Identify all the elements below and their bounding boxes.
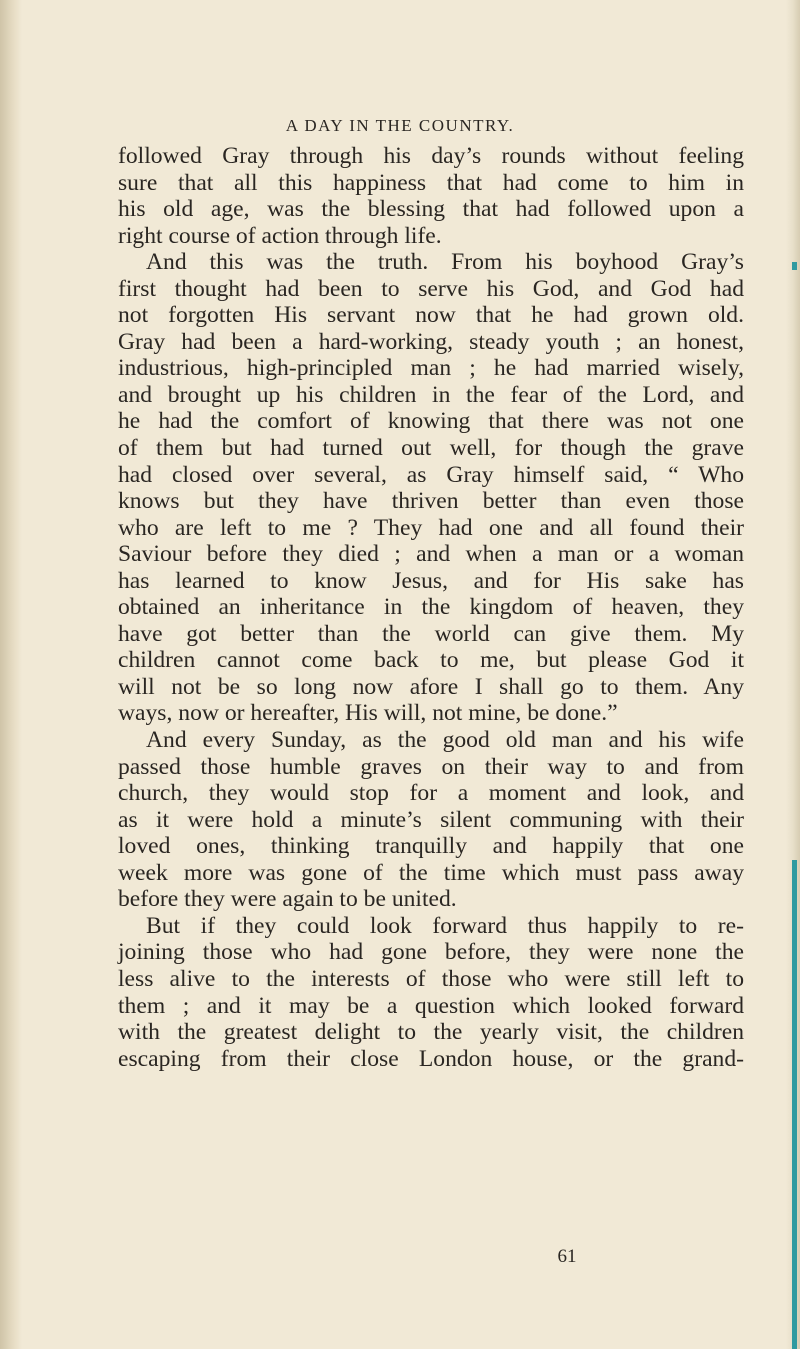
page-edge-marker <box>792 262 797 270</box>
text-line: have got better than the world can give them. My <box>118 620 744 647</box>
text-line: passed those humble graves on their way to and from <box>118 753 744 780</box>
text-line: And this was the truth. From his boyhood Gray’s <box>146 249 744 276</box>
text-line: not forgotten His servant now that he had grown old. <box>118 302 744 329</box>
text-line: Saviour before they died ; and when a man or a woman <box>118 541 744 568</box>
text-line: joining those who had gone before, they were none the <box>118 939 744 966</box>
text-line: of them but had turned out well, for though the grave <box>118 435 744 462</box>
text-line: and brought up his children in the fear of the Lord, and <box>118 381 744 408</box>
text-line: loved ones, thinking tranquilly and happily that one <box>118 833 744 860</box>
text-line: children cannot come back to me, but please God it <box>118 647 744 674</box>
text-line: first thought had been to serve his God, and God had <box>118 275 744 302</box>
text-line: But if they could look forward thus happily to re- <box>146 912 744 939</box>
text-line: knows but they have thriven better than even those <box>118 488 744 515</box>
text-line: followed Gray through his day’s rounds without feeling <box>118 143 744 169</box>
text-line: them ; and it may be a question which looked forward <box>118 992 744 1019</box>
text-line: sure that all this happiness that had come to him in <box>118 169 744 196</box>
text-line: less alive to the interests of those who were still left to <box>118 965 744 992</box>
text-line: ways, now or hereafter, His will, not mine, be done.” <box>118 700 618 727</box>
text-line: Gray had been a hard-working, steady youth ; an honest, <box>118 328 744 355</box>
text-line: industrious, high-principled man ; he had married wisely, <box>118 355 744 382</box>
text-line: has learned to know Jesus, and for His sake has <box>118 567 744 594</box>
text-line: will not be so long now afore I shall go to them. Any <box>118 673 744 700</box>
text-line: before they were again to be united. <box>118 886 457 913</box>
text-line: escaping from their close London house, or the grand- <box>118 1045 744 1072</box>
body-text <box>118 143 744 1072</box>
text-line: And every Sunday, as the good old man and his wife <box>146 727 744 754</box>
page-gutter-shadow <box>0 0 22 1349</box>
text-line: church, they would stop for a moment and look, and <box>118 780 744 807</box>
text-line: with the greatest delight to the yearly visit, the children <box>118 1019 744 1046</box>
text-line: he had the comfort of knowing that there was not one <box>118 408 744 435</box>
text-line: as it were hold a minute’s silent communing with their <box>118 806 744 833</box>
page-edge <box>786 0 800 1349</box>
text-line: had closed over several, as Gray himself said, “ Who <box>118 461 744 488</box>
text-line: his old age, was the blessing that had followed upon a <box>118 196 744 223</box>
text-line: right course of action through life. <box>118 222 442 249</box>
page-number: 61 <box>557 1246 577 1267</box>
text-line: obtained an inheritance in the kingdom of heaven, they <box>118 594 744 621</box>
text-line: who are left to me ? They had one and all found their <box>118 514 744 541</box>
running-head: A DAY IN THE COUNTRY. <box>285 116 515 135</box>
page-edge-marker <box>792 860 797 1349</box>
text-line: week more was gone of the time which must pass away <box>118 859 744 886</box>
